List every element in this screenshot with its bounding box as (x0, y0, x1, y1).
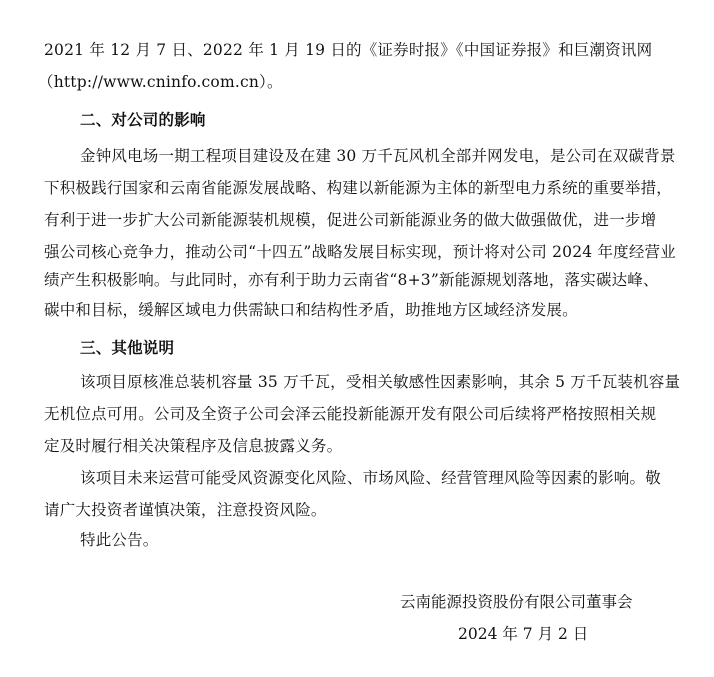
impact-line-2: 下积极践行国家和云南省能源发展战略、构建以新能源为主体的新型电力系统的重要举措， (44, 179, 673, 197)
other-para1-line-2: 无机位点可用。公司及全资子公司会泽云能投新能源开发有限公司后续将严格按照相关规 (44, 405, 657, 423)
other-para2-line-2: 请广大投资者谨慎决策，注意投资风险。 (44, 501, 327, 519)
intro-line-2: （http://www.cninfo.com.cn）。 (38, 73, 283, 91)
other-para1-line-3: 定及时履行相关决策程序及信息披露义务。 (44, 437, 343, 455)
intro-line-1: 2021 年 12 月 7 日、2022 年 1 月 19 日的《证券时报》《中国证券报》和巨潮资讯网 (44, 41, 653, 59)
signature-company: 云南能源投资股份有限公司董事会 (400, 593, 633, 611)
other-para2-line-1: 该项目未来运营可能受风资源变化风险、市场风险、经营管理风险等因素的影响。敬 (80, 469, 661, 487)
closing-text: 特此公告。 (80, 531, 159, 549)
impact-line-6: 碳中和目标，缓解区域电力供需缺口和结构性矛盾，助推地方区域经济发展。 (44, 301, 578, 319)
impact-line-5: 绩产生积极影响。与此同时，亦有利于助力云南省“8+3”新能源规划落地，落实碳达峰、 (44, 271, 659, 289)
impact-line-3: 有利于进一步扩大公司新能源装机规模，促进公司新能源业务的做大做强做优，进一步增 (44, 211, 657, 229)
signature-date: 2024 年 7 月 2 日 (458, 625, 589, 643)
other-para1-line-1: 该项目原核准总装机容量 35 万千瓦，受相关敏感性因素影响，其余 5 万千瓦装机容量 (80, 373, 681, 391)
section-heading-impact: 二、对公司的影响 (80, 110, 206, 129)
section-heading-other: 三、其他说明 (80, 338, 175, 357)
impact-line-1: 金钟风电场一期工程项目建设及在建 30 万千瓦风机全部并网发电，是公司在双碳背景 (80, 147, 676, 165)
impact-line-4: 强公司核心竞争力，推动公司“十四五”战略发展目标实现，预计将对公司 2024 年度经营业 (44, 243, 676, 261)
